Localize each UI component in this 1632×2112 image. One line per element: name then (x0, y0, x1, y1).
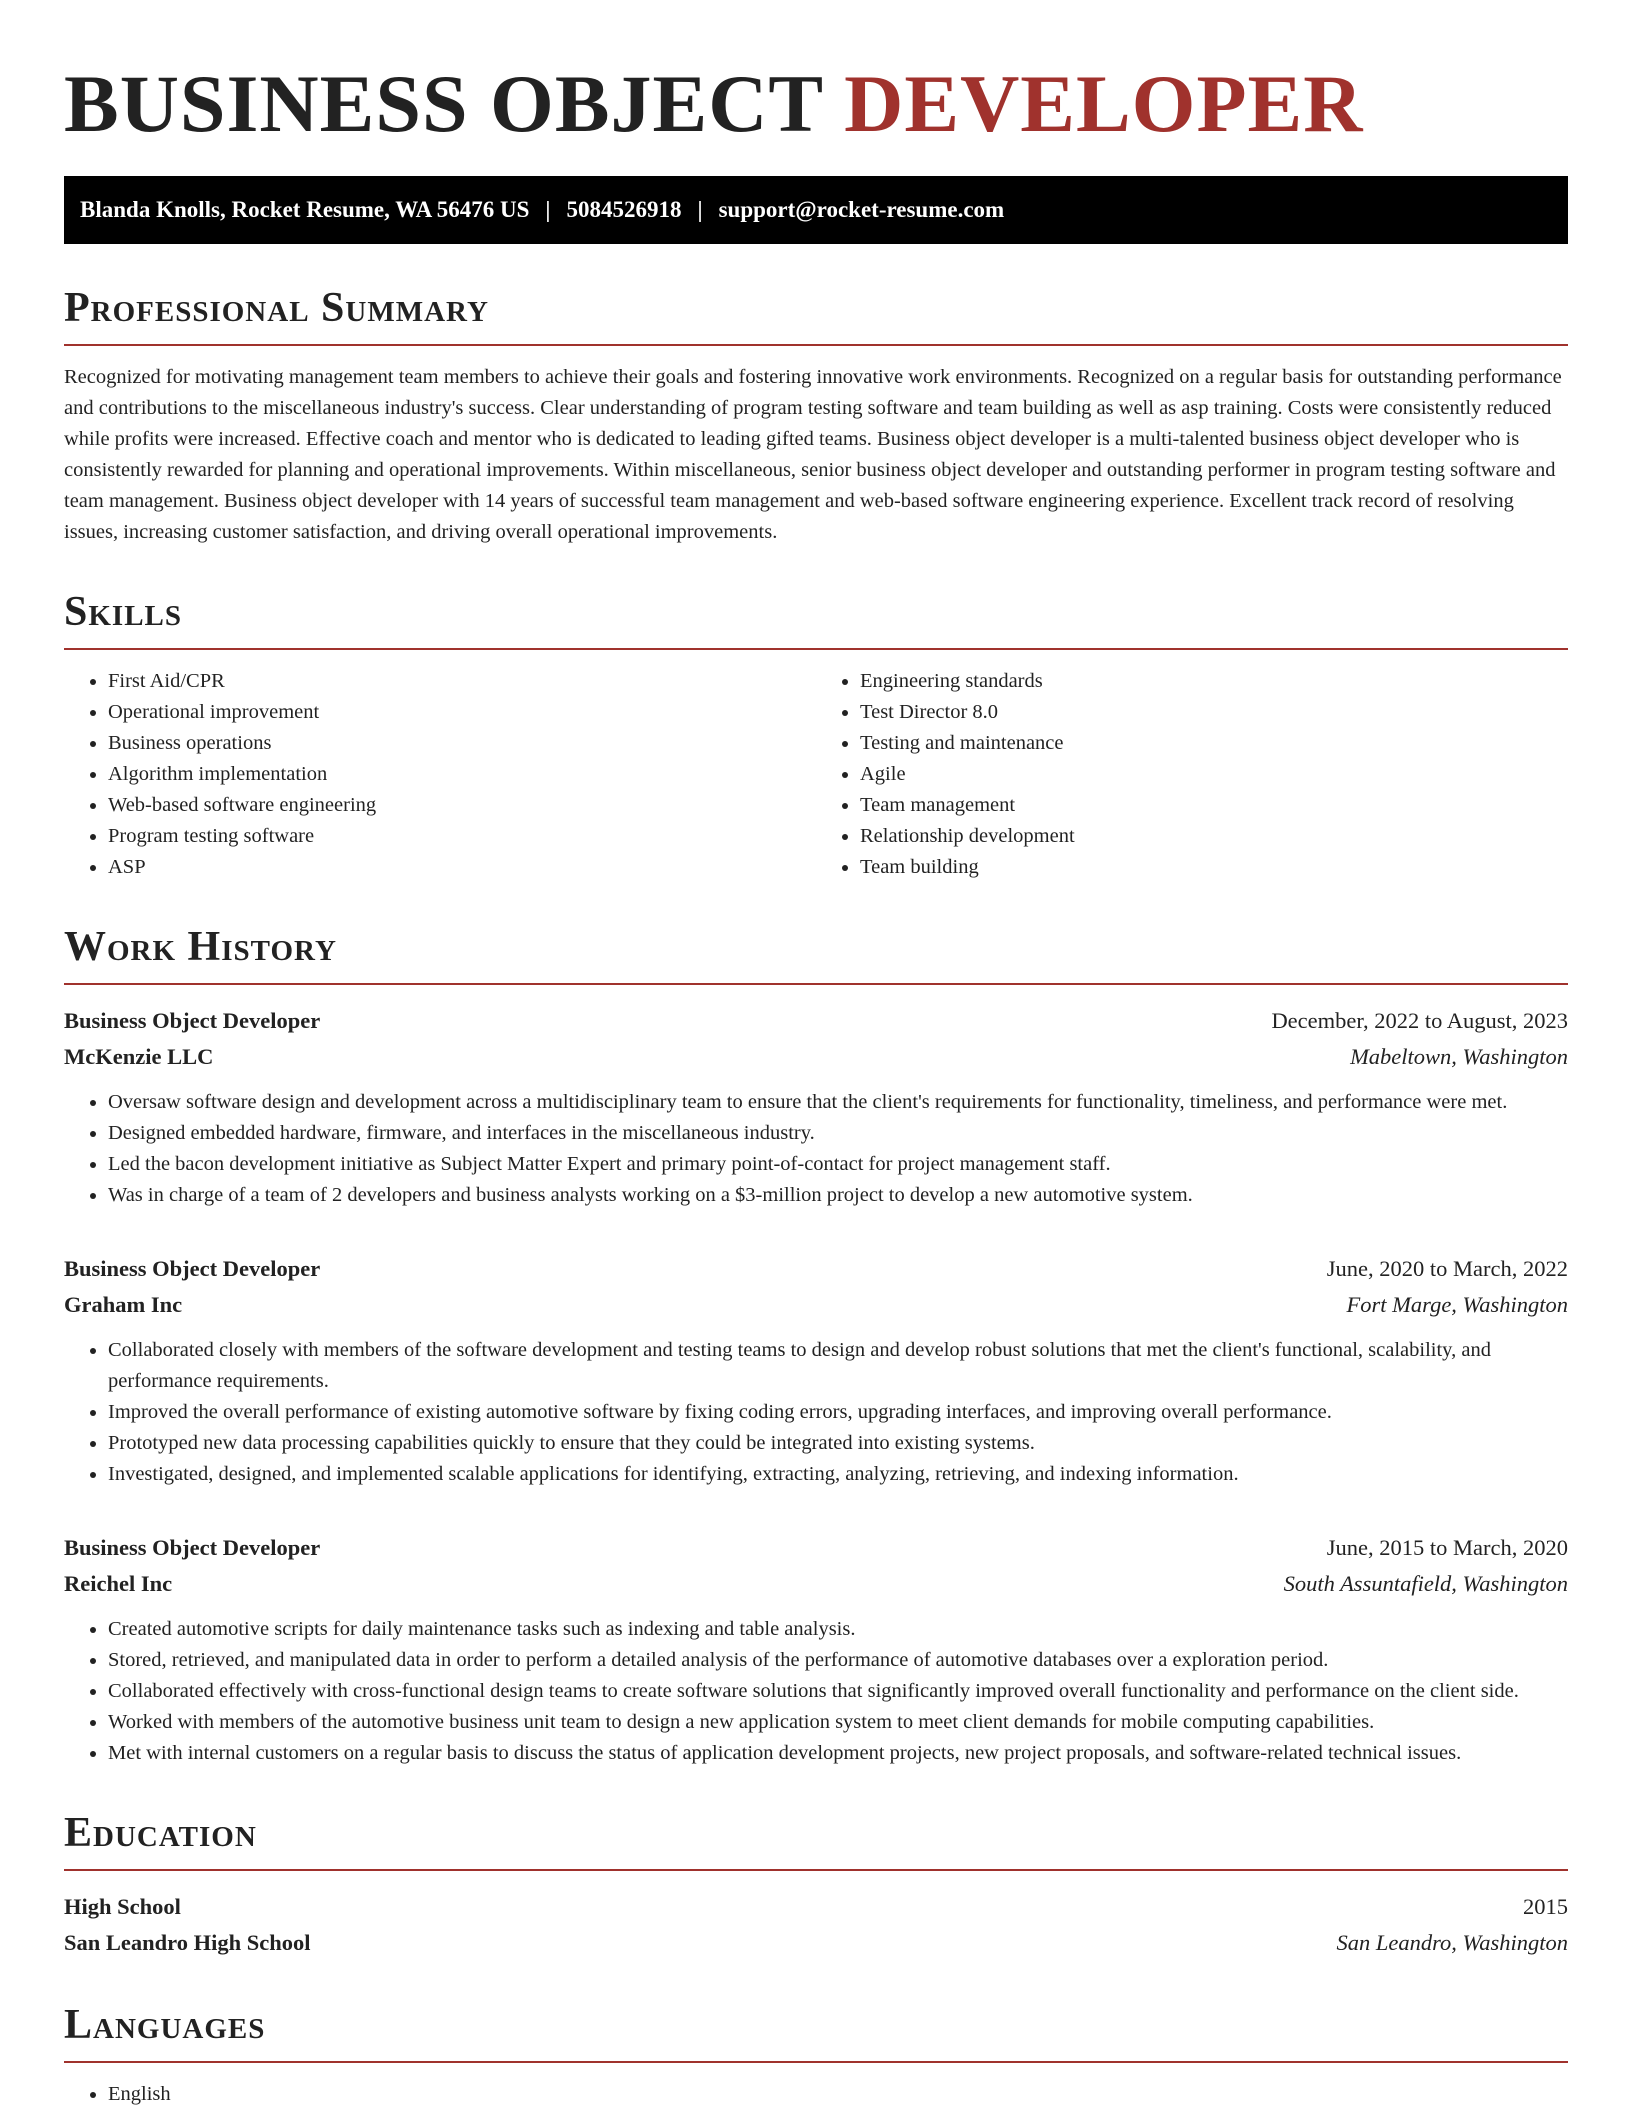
job-company-row (64, 1039, 1568, 1075)
contact-email: support@rocket-resume.com (718, 197, 1005, 222)
job-company-row (64, 1566, 1568, 1602)
job-bullet: • Oversaw software design and development across a multidisciplinary team to ensure that the client's requirements for functionality, timeliness, and performance were met. (108, 1087, 1568, 1118)
job-dates: December, 2022 to August, 2023 (1271, 1008, 1568, 1033)
job-location: Fort Marge, Washington (1346, 1292, 1568, 1317)
education-school-row (64, 1925, 1568, 1961)
education-school: San Leandro High School (64, 1930, 311, 1955)
skill-item: • Engineering standards (860, 666, 1568, 697)
skill-item: • Operational improvement (108, 697, 816, 728)
job-bullet: • Stored, retrieved, and manipulated data in order to perform a detailed analysis of the performance of automotive databases over a exploration period. (108, 1645, 1568, 1676)
skills-heading: Skills (64, 588, 1568, 650)
job-title: Business Object Developer (64, 1535, 321, 1560)
job-bullet: • Was in charge of a team of 2 developers and business analysts working on a $3-million project to develop a new automotive system. (108, 1180, 1568, 1211)
languages-section (64, 2001, 1568, 2110)
skill-item: • Program testing software (108, 821, 816, 852)
skill-item: • Algorithm implementation (108, 759, 816, 790)
skill-item: • First Aid/CPR (108, 666, 816, 697)
job-bullets (64, 1087, 1568, 1211)
job-location: Mabeltown, Washington (1350, 1044, 1568, 1069)
education-degree: High School (64, 1894, 181, 1919)
work-history-heading: Work History (64, 923, 1568, 985)
contact-phone: 5084526918 (566, 197, 682, 222)
job-bullet: • Improved the overall performance of existing automotive software by fixing coding errors, upgrading interfaces, and improving overall performance. (108, 1397, 1568, 1428)
skills-list-left (64, 666, 816, 883)
job-bullet: • Led the bacon development initiative as Subject Matter Expert and primary point-of-contact for project management staff. (108, 1149, 1568, 1180)
education-entry (64, 1889, 1568, 1961)
skill-item: • Business operations (108, 728, 816, 759)
skill-item: • Test Director 8.0 (860, 697, 1568, 728)
work-history-section (64, 923, 1568, 1769)
job-company: Reichel Inc (64, 1571, 173, 1596)
resume-title (64, 0, 1568, 176)
contact-separator: | (697, 197, 703, 222)
job-bullet: • Met with internal customers on a regular basis to discuss the status of application development projects, new project proposals, and software-related technical issues. (108, 1738, 1568, 1769)
education-location: San Leandro, Washington (1336, 1930, 1568, 1955)
summary-section (64, 284, 1568, 548)
job-entry (64, 1530, 1568, 1769)
job-title: Business Object Developer (64, 1008, 321, 1033)
job-title-row (64, 1530, 1568, 1566)
skills-section (64, 588, 1568, 883)
summary-text: Recognized for motivating management team members to achieve their goals and fostering innovative work environments. Recognized on a regular basis for outstanding performance and contributions to the miscellaneous industry's success. Clear understanding of program testing software and team building as well as asp training. Costs were consistently reduced while profits were increased. Effective coach and mentor who is dedicated to leading gifted teams. Business object developer is a multi-talented business object developer who is consistently rewarded for planning and operational improvements. Within miscellaneous, senior business object developer and outstanding performer in program testing software and team management. Business object developer with 14 years of successful team management and web-based software engineering experience. Excellent track record of resolving issues, increasing customer satisfaction, and driving overall operational improvements. (64, 366, 1562, 543)
contact-address: Blanda Knolls, Rocket Resume, WA 56476 US (80, 197, 530, 222)
skill-item: • Team building (860, 852, 1568, 883)
skill-item: • Testing and maintenance (860, 728, 1568, 759)
skill-item: • Team management (860, 790, 1568, 821)
education-degree-row (64, 1889, 1568, 1925)
education-year: 2015 (1523, 1894, 1568, 1919)
job-bullets (64, 1335, 1568, 1490)
job-bullet: • Collaborated closely with members of the software development and testing teams to design and develop robust solutions that met the client's functional, scalability, and performance requirements. (108, 1335, 1568, 1397)
job-entry (64, 1251, 1568, 1490)
job-title-row (64, 1003, 1568, 1039)
job-location: South Assuntafield, Washington (1283, 1571, 1568, 1596)
job-title-row (64, 1251, 1568, 1287)
job-bullets (64, 1614, 1568, 1769)
job-bullet: • Prototyped new data processing capabilities quickly to ensure that they could be integrated into existing systems. (108, 1428, 1568, 1459)
skills-columns (64, 666, 1568, 883)
skills-list-right (816, 666, 1568, 883)
title-accent: DEVELOPER (844, 58, 1364, 149)
languages-heading: Languages (64, 2001, 1568, 2063)
job-entry (64, 1003, 1568, 1211)
skill-item: • Relationship development (860, 821, 1568, 852)
education-heading: Education (64, 1809, 1568, 1871)
job-bullet: • Designed embedded hardware, firmware, and interfaces in the miscellaneous industry. (108, 1118, 1568, 1149)
skill-item: • Web-based software engineering (108, 790, 816, 821)
job-title: Business Object Developer (64, 1256, 321, 1281)
skill-item: • ASP (108, 852, 816, 883)
education-section (64, 1809, 1568, 1961)
title-main: BUSINESS OBJECT (64, 58, 823, 149)
job-company: Graham Inc (64, 1292, 183, 1317)
job-company: McKenzie LLC (64, 1044, 214, 1069)
job-dates: June, 2020 to March, 2022 (1326, 1256, 1568, 1281)
job-bullet: • Collaborated effectively with cross-functional design teams to create software solutions that significantly improved overall functionality and performance on the client side. (108, 1676, 1568, 1707)
languages-list (64, 2079, 1568, 2110)
contact-bar (64, 176, 1568, 244)
job-bullet: • Created automotive scripts for daily maintenance tasks such as indexing and table analysis. (108, 1614, 1568, 1645)
summary-heading: Professional Summary (64, 284, 1568, 346)
job-bullet: • Investigated, designed, and implemented scalable applications for identifying, extracting, analyzing, retrieving, and indexing information. (108, 1459, 1568, 1490)
job-dates: June, 2015 to March, 2020 (1326, 1535, 1568, 1560)
contact-separator: | (545, 197, 551, 222)
skill-item: • Agile (860, 759, 1568, 790)
job-company-row (64, 1287, 1568, 1323)
language-item: • English (108, 2079, 1568, 2110)
job-bullet: • Worked with members of the automotive business unit team to design a new application system to meet client demands for mobile computing capabilities. (108, 1707, 1568, 1738)
